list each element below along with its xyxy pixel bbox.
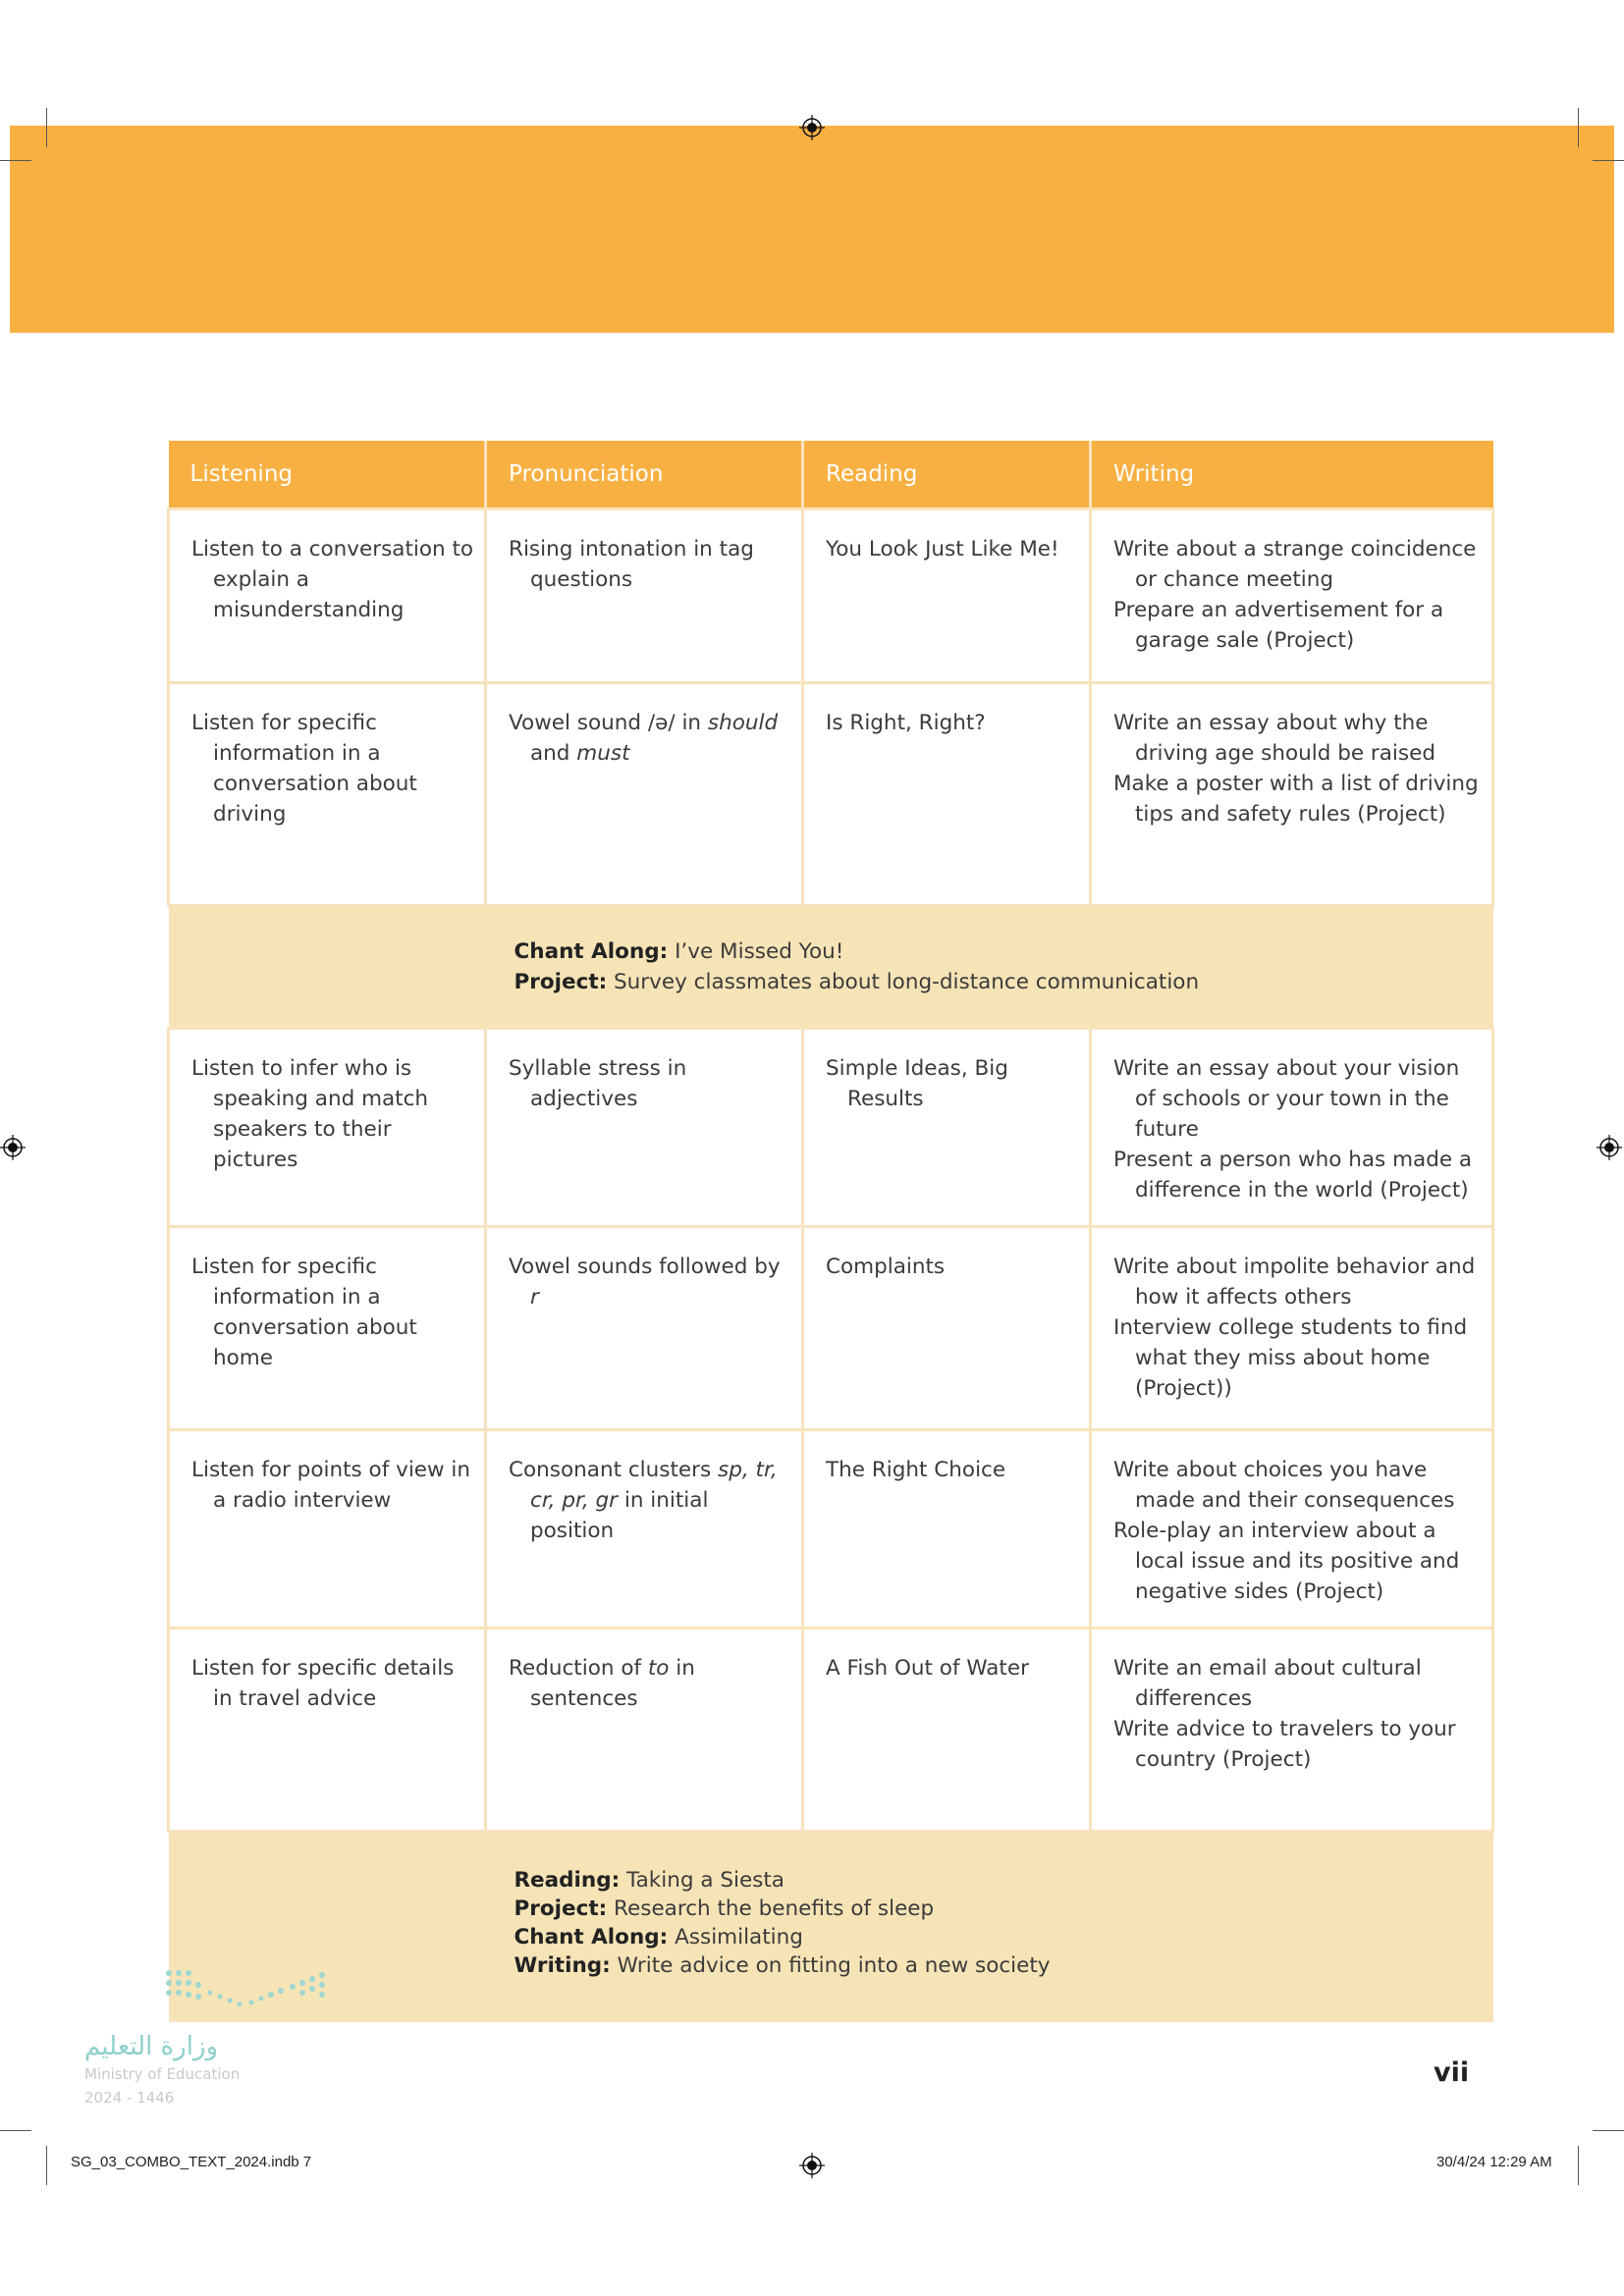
listening-cell: Listen for specific details in travel advice bbox=[169, 1629, 486, 1832]
writing-cell: Write about choices you have made and their consequences Role-play an interview about a local issue and its positive and negative sides (Project) bbox=[1091, 1430, 1493, 1629]
registration-mark-icon bbox=[799, 115, 825, 140]
header-banner bbox=[10, 126, 1614, 333]
review-band bbox=[169, 906, 1493, 1029]
pronunciation-cell: Vowel sounds followed by r bbox=[486, 1227, 803, 1430]
reading-cell: A Fish Out of Water bbox=[803, 1629, 1091, 1832]
listening-cell: Listen for specific information in a conversation about driving bbox=[169, 683, 486, 906]
listening-cell: Listen to infer who is speaking and match speakers to their pictures bbox=[169, 1029, 486, 1227]
band-line: Project: Research the benefits of sleep bbox=[514, 1896, 935, 1921]
crop-mark bbox=[0, 160, 31, 161]
writing-cell: Write an essay about your vision of schools or your town in the future Present a person who has made a difference in the world (Project) bbox=[1091, 1029, 1493, 1227]
reading-cell: Simple Ideas, Big Results bbox=[803, 1029, 1091, 1227]
band-line: Reading: Taking a Siesta bbox=[514, 1868, 785, 1893]
listening-cell: Listen for specific information in a conversation about home bbox=[169, 1227, 486, 1430]
table-row bbox=[169, 509, 1493, 683]
registration-mark-icon bbox=[1597, 1135, 1622, 1160]
review-band bbox=[169, 1832, 1493, 2021]
print-slug-file: SG_03_COMBO_TEXT_2024.indb 7 bbox=[71, 2154, 312, 2170]
writing-cell: Write about a strange coincidence or chance meeting Prepare an advertisement for a garage sale (Project) bbox=[1091, 509, 1493, 683]
pronunciation-cell: Consonant clusters sp, tr, cr, pr, gr in initial position bbox=[486, 1430, 803, 1629]
review-band-cell bbox=[169, 1832, 1493, 2021]
band-line: Project: Survey classmates about long-distance communication bbox=[514, 970, 1200, 994]
crop-mark bbox=[0, 2130, 31, 2131]
crop-mark bbox=[1593, 160, 1624, 161]
writing-cell: Write an essay about why the driving age should be raised Make a poster with a list of driving tips and safety rules (Project) bbox=[1091, 683, 1493, 906]
table-header-row bbox=[169, 441, 1493, 509]
page-number: vii bbox=[1434, 2057, 1470, 2088]
column-header-reading: Reading bbox=[803, 441, 1091, 509]
table-row bbox=[169, 1029, 1493, 1227]
crop-mark bbox=[1578, 2146, 1579, 2185]
writing-cell: Write about impolite behavior and how it affects others Interview college students to find what they miss about home (Project)) bbox=[1091, 1227, 1493, 1430]
table-row bbox=[169, 1629, 1493, 1832]
crop-mark bbox=[46, 108, 47, 147]
column-header-pronunciation: Pronunciation bbox=[486, 441, 803, 509]
listening-cell: Listen to a conversation to explain a misunderstanding bbox=[169, 509, 486, 683]
dots-emblem-icon bbox=[163, 1963, 330, 2017]
writing-cell: Write an email about cultural differences Write advice to travelers to your country (Project) bbox=[1091, 1629, 1493, 1832]
logo-year-text: 2024 - 1446 bbox=[84, 2089, 175, 2107]
listening-cell: Listen for points of view in a radio interview bbox=[169, 1430, 486, 1629]
band-line: Chant Along: I’ve Missed You! bbox=[514, 939, 844, 964]
registration-mark-icon bbox=[0, 1135, 26, 1160]
column-header-writing: Writing bbox=[1091, 441, 1493, 509]
logo-english-text: Ministry of Education bbox=[84, 2065, 241, 2083]
band-line: Chant Along: Assimilating bbox=[514, 1925, 803, 1949]
pronunciation-cell: Syllable stress in adjectives bbox=[486, 1029, 803, 1227]
review-band-cell bbox=[169, 906, 1493, 1029]
column-header-listening: Listening bbox=[169, 441, 486, 509]
reading-cell: Complaints bbox=[803, 1227, 1091, 1430]
reading-cell: You Look Just Like Me! bbox=[803, 509, 1091, 683]
crop-mark bbox=[1593, 2130, 1624, 2131]
table-row bbox=[169, 683, 1493, 906]
table-row bbox=[169, 1227, 1493, 1430]
print-slug-date: 30/4/24 12:29 AM bbox=[1436, 2154, 1552, 2170]
registration-mark-icon bbox=[799, 2153, 825, 2178]
crop-mark bbox=[46, 2146, 47, 2185]
band-line: Writing: Write advice on fitting into a new society bbox=[514, 1953, 1051, 1978]
pronunciation-cell: Reduction of to in sentences bbox=[486, 1629, 803, 1832]
pronunciation-cell: Vowel sound /ə/ in should and must bbox=[486, 683, 803, 906]
crop-mark bbox=[1578, 108, 1579, 147]
reading-cell: Is Right, Right? bbox=[803, 683, 1091, 906]
reading-cell: The Right Choice bbox=[803, 1430, 1091, 1629]
logo-arabic-text: وزارة التعليم bbox=[84, 2032, 219, 2061]
pronunciation-cell: Rising intonation in tag questions bbox=[486, 509, 803, 683]
scope-table bbox=[167, 441, 1494, 2022]
table-row bbox=[169, 1430, 1493, 1629]
